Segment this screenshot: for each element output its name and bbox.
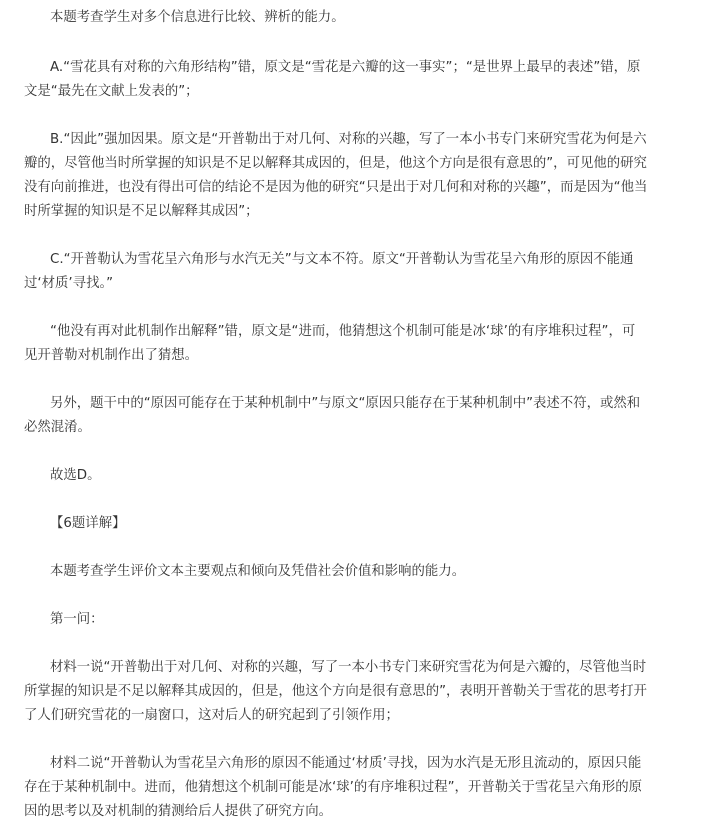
paragraph-material-two: 材料二说“开普勒认为雪花呈六角形的原因不能通过‘材质’寻找，因为水汽是无形且流动的，原因只能存在于某种机制中。进而，他猜想这个机制可能是冰‘球’的有序堆积过程”，开普勒关于雪花呈六角形的原因的思考以及对机制的猜测给后人提供了研究方向。 (24, 756, 643, 819)
section-heading-q6: 【6题详解】 (50, 516, 126, 531)
paragraph-option-d: “他没有再对此机制作出解释”错，原文是“进而，他猜想这个机制可能是冰‘球’的有序堆积过程”，可见开普勒对机制作出了猜想。 (24, 324, 636, 363)
paragraph-answer: 故选D。 (50, 468, 101, 483)
paragraph-option-c: C.“开普勒认为雪花呈六角形与水汽无关”与文本不符。原文“开普勒认为雪花呈六角形的原因不能通过‘材质’寻找。” (24, 252, 634, 291)
paragraph-first-question: 第一问： (50, 612, 104, 627)
paragraph-q6-intro: 本题考查学生评价文本主要观点和倾向及凭借社会价值和影响的能力。 (50, 564, 466, 579)
paragraph-intro: 本题考查学生对多个信息进行比较、辨析的能力。 (50, 10, 345, 25)
paragraph-option-a: A.“雪花具有对称的六角形结构”错，原文是“雪花是六瓣的这一事实”；“是世界上最早的表述”错，原文是“最先在文献上发表的”； (24, 60, 641, 99)
paragraph-additional: 另外，题干中的“原因可能存在于某种机制中”与原文“原因只能存在于某种机制中”表述不符，或然和必然混淆。 (24, 396, 641, 435)
paragraph-option-b: B.“因此”强加因果。原文是“开普勒出于对几何、对称的兴趣，写了一本小书专门来研究雪花为何是六瓣的，尽管他当时所掌握的知识是不足以解释其成因的，但是，他这个方向是很有意思的”，可见他的研究没有向前推进，也没有得出可信的结论不是因为他的研究“只是出于对几何和对称的兴趣”，而是因为“他当时所掌握的知识是不足以解释其成因”； (24, 132, 648, 219)
paragraph-material-one: 材料一说“开普勒出于对几何、对称的兴趣，写了一本小书专门来研究雪花为何是六瓣的，尽管他当时所掌握的知识是不足以解释其成因的，但是，他这个方向是很有意思的”，表明开普勒关于雪花的思考打开了人们研究雪花的一扇窗口，这对后人的研究起到了引领作用； (24, 660, 647, 723)
